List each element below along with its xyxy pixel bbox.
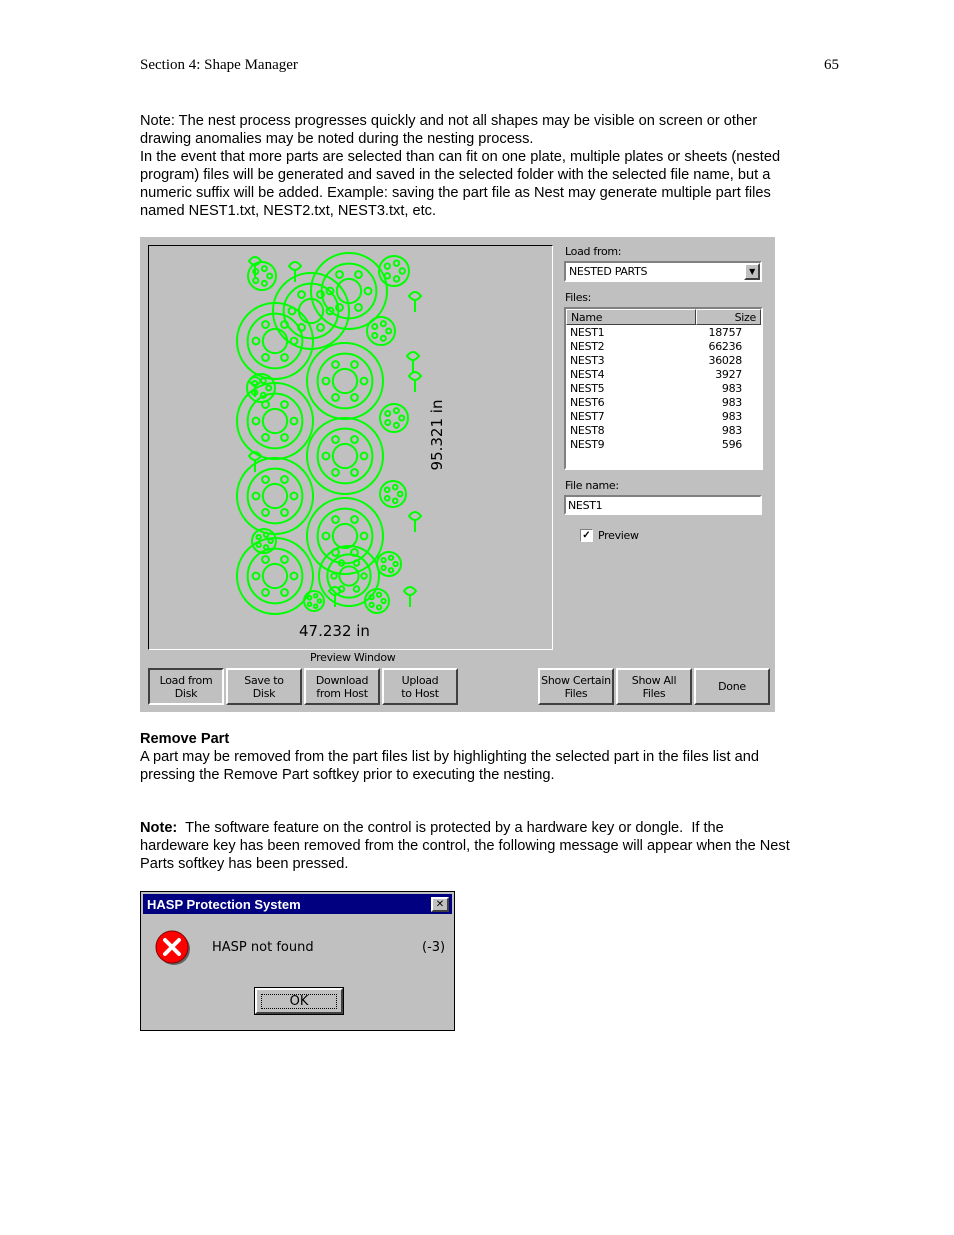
button-label: Show All [631,673,677,687]
nested-part-outline [262,556,269,563]
nested-part-outline [267,273,272,278]
nested-part-outline [351,469,358,476]
ok-button[interactable] [255,988,343,1014]
nested-part-outline [332,516,339,523]
file-name-value: NEST1 [568,499,603,512]
intro-line: drawing anomalies may be noted during the nesting process. [140,131,534,147]
nested-part-outline [318,429,373,484]
file-size: 596 [721,438,742,451]
button-label: Show Certain [541,673,611,687]
nested-part-outline [398,492,403,497]
nested-part-outline [377,605,381,609]
load-from-label: Load from: [565,245,622,258]
nested-part-outline [394,260,399,265]
nested-part-outline [382,558,386,562]
nested-part-outline [331,573,336,578]
nested-part-outline [381,336,386,341]
file-name-label: File name: [565,479,619,492]
error-icon [155,930,191,966]
file-size: 983 [721,424,742,437]
file-row[interactable] [570,340,742,354]
nested-part-outline [400,268,405,273]
file-name-input[interactable] [564,495,762,515]
nested-part-outline [351,394,358,401]
nested-part-outline [262,589,269,596]
nested-part-outline [361,378,368,385]
load-from-value: NESTED PARTS [569,265,648,278]
button-label: Files [564,686,588,700]
nested-part-outline [291,338,298,345]
button-label: Upload [401,673,439,687]
file-name: NEST6 [570,396,605,409]
nested-part-outline [317,324,324,331]
nested-part-outline [253,493,260,500]
nested-part-outline [399,415,404,420]
nested-part-outline [257,543,261,547]
nested-part-outline [381,599,385,603]
column-header-name[interactable]: Name [566,309,696,325]
nested-part-outline [264,545,268,549]
intro-line: numeric suffix will be added. Example: saving the part file as Nest may generate multiple part files [140,185,771,201]
nested-part-outline [339,566,358,585]
nested-part-outline [318,599,322,603]
nested-part-outline [318,354,373,409]
section-header: Section 4: Shape Manager [140,57,298,73]
column-header-size[interactable]: Size [696,309,761,325]
file-row[interactable] [570,354,742,368]
button-label: Done [718,680,746,693]
nested-part-outline [385,420,390,425]
nested-part-outline [263,329,287,353]
nested-part-outline [385,263,390,268]
save-to-disk-button[interactable] [226,668,302,705]
nested-part-outline [264,533,268,537]
nested-part-outline [409,512,421,520]
preview-caption: Preview Window [310,651,396,664]
nested-part-outline [323,378,330,385]
nested-part-outline [332,361,339,368]
nested-part-outline [389,568,393,572]
file-name: NEST2 [570,340,605,353]
button-label: from Host [316,686,368,700]
button-label: Disk [174,686,198,700]
file-name: NEST3 [570,354,605,367]
load-from-select[interactable] [564,261,762,282]
remove-part-line: A part may be removed from the part files list by highlighting the selected part in the files list and [140,749,759,765]
nested-part-outline [266,385,271,390]
nested-part-outline [394,423,399,428]
nested-part-outline [355,304,362,311]
nested-part-outline [351,516,358,523]
nested-part-outline [314,604,318,608]
nested-part-outline [281,476,288,483]
nested-part-outline [365,288,372,295]
file-row[interactable] [570,326,742,340]
file-name: NEST1 [570,326,605,339]
nested-part-outline [409,292,421,300]
preview-checkbox-label: Preview [598,529,639,542]
intro-line: program) files will be generated and saved in the selected folder with the selected file name, but a [140,167,771,183]
file-name: NEST9 [570,438,605,451]
file-size: 983 [721,382,742,395]
height-dimension: 95.321 in [428,399,446,471]
nested-part-outline [354,586,359,591]
nested-part-outline [253,418,260,425]
nested-part-outline [262,434,269,441]
nested-part-outline [262,321,269,328]
download-from-host-button[interactable] [304,668,380,705]
nested-part-outline [407,352,419,360]
nested-part-outline [289,262,301,270]
note-line: hardeware key has been removed from the control, the following message will appear when the Nest [140,838,790,854]
show-certain-files-button[interactable] [538,668,614,705]
nested-part-outline [327,554,370,597]
nested-part-outline [370,603,374,607]
note-line: The software feature on the control is protected by a hardware key or dongle. If the [177,820,724,836]
nested-part-outline [257,535,261,539]
nested-part-outline [291,493,298,500]
nested-part-outline [298,291,305,298]
file-size: 983 [721,396,742,409]
nested-part-outline [333,369,357,393]
nested-part-outline [355,271,362,278]
nested-part-outline [281,354,288,361]
nested-part-outline [351,361,358,368]
width-dimension: 47.232 in [299,622,370,640]
nested-part-outline [404,587,416,595]
file-row[interactable] [570,368,742,382]
note-text [140,819,850,873]
remove-part-heading: Remove Part [140,731,230,747]
remove-part-line: pressing the Remove Part softkey prior to executing the nesting. [140,767,555,783]
hasp-error-code: (-3) [422,940,446,955]
button-label: Files [642,686,666,700]
nested-part-outline [253,573,260,580]
file-name: NEST7 [570,410,605,423]
nested-part-outline [332,469,339,476]
file-size: 983 [721,410,742,423]
remove-part-text [140,748,840,784]
nested-part-outline [385,487,390,492]
hasp-title: HASP Protection System [147,897,301,912]
nested-part-outline [394,276,399,281]
nested-part-outline [268,539,272,543]
upload-to-host-button[interactable] [382,668,458,705]
show-all-files-button[interactable] [616,668,692,705]
nested-part-outline [262,509,269,516]
nested-part-outline [361,533,368,540]
nested-part-outline [248,469,303,524]
note-line: Parts softkey has been pressed. [140,856,349,872]
nested-parts-drawing [149,246,552,649]
nested-part-outline [262,281,267,286]
nested-part-outline [314,594,318,598]
nested-part-outline [281,509,288,516]
ok-label: OK [261,994,338,1009]
nested-part-outline [382,566,386,570]
nested-part-outline [291,573,298,580]
button-label: Download [315,673,369,687]
button-label: to Host [401,686,439,700]
file-row[interactable] [570,410,742,424]
nested-part-outline [386,328,391,333]
file-name: NEST5 [570,382,605,395]
nested-part-outline [385,496,390,501]
done-button[interactable] [694,668,770,705]
files-list[interactable] [564,307,763,470]
nested-part-outline [332,436,339,443]
nested-part-outline [393,562,397,566]
nested-part-outline [385,411,390,416]
dropdown-arrow-icon[interactable]: ▼ [744,263,760,280]
preview-window [148,245,553,650]
file-name: NEST4 [570,368,605,381]
nested-part-outline [253,278,258,283]
files-label: Files: [565,291,592,304]
nested-part-outline [394,408,399,413]
file-size: 36028 [708,354,742,367]
nested-part-outline [333,444,357,468]
file-name: NEST8 [570,424,605,437]
nested-part-outline [281,434,288,441]
nested-part-outline [281,589,288,596]
hasp-message: HASP not found [212,940,314,955]
nested-part-outline [291,418,298,425]
nested-part-outline [299,299,323,323]
nested-part-outline [337,279,361,303]
button-label: Save to [244,673,284,687]
nested-part-outline [308,596,312,600]
nested-part-outline [248,549,303,604]
file-row[interactable] [570,382,742,396]
nested-part-outline [393,485,398,490]
nested-part-outline [263,484,287,508]
file-row[interactable] [570,396,742,410]
nested-part-outline [372,324,377,329]
file-size: 18757 [708,326,742,339]
intro-line: named NEST1.txt, NEST2.txt, NEST3.txt, etc. [140,203,437,219]
intro-line: In the event that more parts are selected than can fit on one plate, multiple plates or sheets (nested [140,149,781,165]
nested-part-outline [336,271,343,278]
nested-part-outline [385,273,390,278]
close-icon[interactable]: ✕ [431,897,449,912]
nested-part-outline [253,338,260,345]
nested-part-outline [281,556,288,563]
preview-checkbox[interactable]: ✓ [580,529,593,542]
note-label: Note: [140,820,178,836]
hasp-dialog [140,891,455,1031]
nested-part-outline [262,354,269,361]
nested-part-outline [361,573,366,578]
nested-part-outline [332,394,339,401]
intro-text [140,112,840,220]
button-label: Disk [252,686,276,700]
nested-part-outline [409,372,421,380]
button-label: Load from [159,673,213,687]
file-size: 3927 [715,368,742,381]
nested-part-outline [377,593,381,597]
file-size: 66236 [708,340,742,353]
nested-part-outline [333,524,357,548]
nested-part-outline [263,564,287,588]
nested-part-outline [336,304,343,311]
nested-part-outline [263,409,287,433]
nested-part-outline [361,453,368,460]
page-number: 65 [824,57,839,73]
nested-part-outline [389,556,393,560]
file-row[interactable] [570,438,742,452]
nested-part-outline [323,453,330,460]
load-from-disk-button[interactable] [148,668,224,705]
nested-part-outline [381,321,386,326]
nested-part-outline [262,266,267,271]
file-row[interactable] [570,424,742,438]
nested-part-outline [372,333,377,338]
nested-part-outline [262,476,269,483]
hasp-title-bar [143,894,452,914]
nested-part-outline [308,602,312,606]
nested-part-outline [323,533,330,540]
nested-part-outline [354,560,359,565]
nested-part-outline [393,498,398,503]
nested-part-outline [351,436,358,443]
nested-part-outline [281,401,288,408]
intro-line: Note: The nest process progresses quickly and not all shapes may be visible on screen or other [140,113,758,129]
